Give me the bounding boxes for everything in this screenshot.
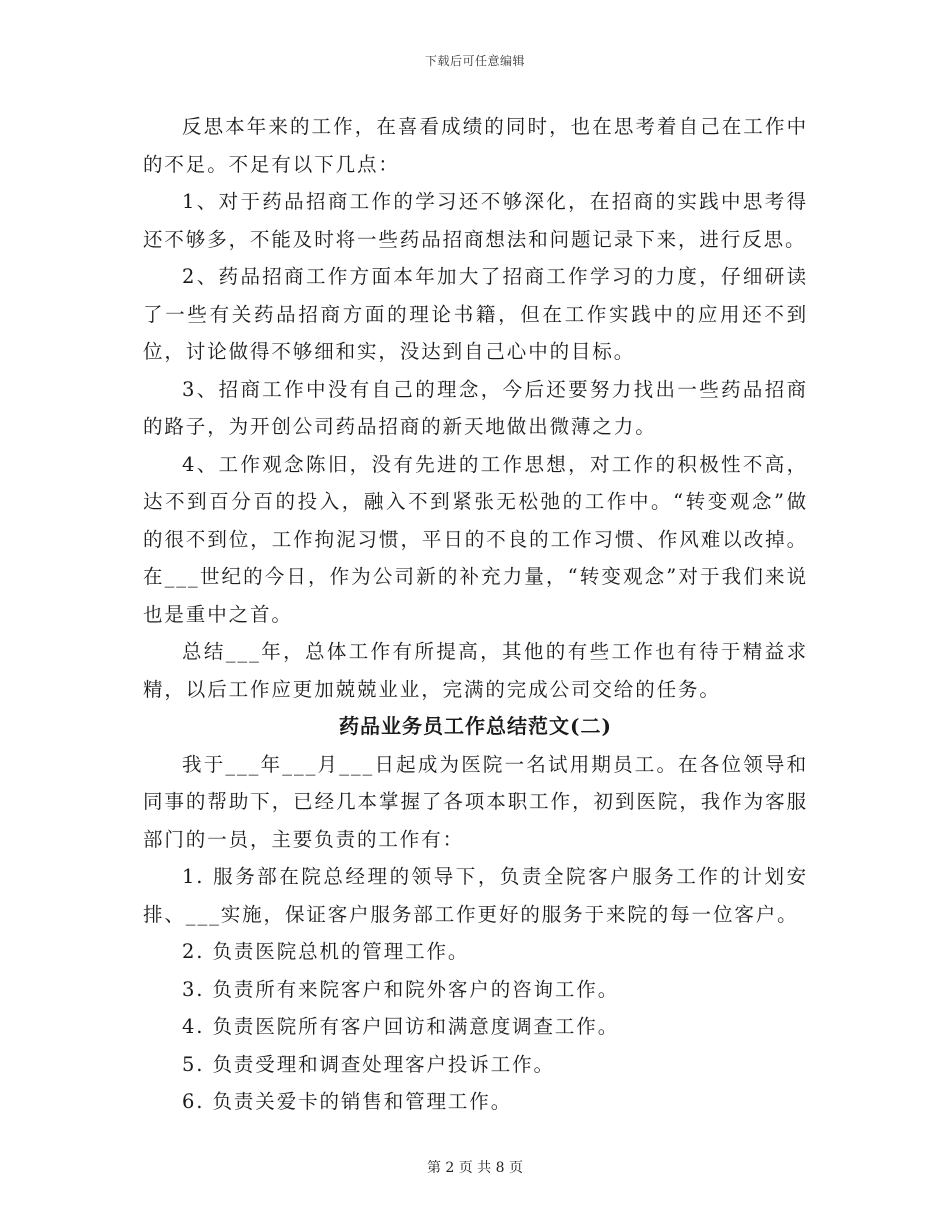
paragraph-shortcoming-3: 3、招商工作中没有自己的理念，今后还要努力找出一些药品招商的路子，为开创公司药品招商的新天地做出微薄之力。 [143, 377, 808, 438]
page-number-footer: 第 2 页 共 8 页 [426, 1160, 524, 1176]
page-header-note: 下载后可任意编辑 [424, 54, 525, 68]
paragraph-shortcoming-4: 4、工作观念陈旧，没有先进的工作思想，对工作的积极性不高，达不到百分百的投入，融入不到紧张无松弛的工作中。“转变观念”做的很不到位，工作拘泥习惯，平日的不良的工作习惯、作风难以改掉。在___世纪的今日，作为公司新的补充力量，“转变观念”对于我们来说也是重中之首。 [143, 452, 808, 626]
paragraph-shortcoming-1: 1、对于药品招商工作的学习还不够深化，在招商的实践中思考得还不够多，不能及时将一些药品招商想法和问题记录下来，进行反思。 [143, 190, 808, 251]
duty-item-6: 6. 负责关爱卡的销售和管理工作。 [182, 1090, 513, 1113]
section-title: 药品业务员工作总结范文(二) [339, 714, 612, 738]
duty-item-1: 1. 服务部在院总经理的领导下，负责全院客户服务工作的计划安排、___实施，保证客户服务部工作更好的服务于来院的每一位客户。 [143, 865, 808, 926]
document-body [143, 108, 808, 1121]
paragraph-summary: 总结___年，总体工作有所提高，其他的有些工作也有待于精益求精，以后工作应更加兢兢业业，完满的完成公司交给的任务。 [143, 640, 808, 701]
duty-item-2: 2. 负责医院总机的管理工作。 [182, 940, 470, 963]
paragraph-reflection-intro: 反思本年来的工作，在喜看成绩的同时，也在思考着自己在工作中的不足。不足有以下几点： [143, 115, 808, 176]
duty-item-5: 5. 负责受理和调查处理客户投诉工作。 [182, 1052, 555, 1076]
duty-item-3: 3. 负责所有来院客户和院外客户的咨询工作。 [182, 977, 620, 1001]
duty-item-4: 4. 负责医院所有客户回访和满意度调查工作。 [182, 1015, 620, 1038]
paragraph-shortcoming-2: 2、药品招商工作方面本年加大了招商工作学习的力度，仔细研读了一些有关药品招商方面的理论书籍，但在工作实践中的应用还不到位，讨论做得不够细和实，没达到自己心中的目标。 [143, 265, 808, 363]
paragraph-intro-2: 我于___年___月___日起成为医院一名试用期员工。在各位领导和同事的帮助下，已经几本掌握了各项本职工作，初到医院，我作为客服部门的一员，主要负责的工作有： [143, 752, 808, 851]
